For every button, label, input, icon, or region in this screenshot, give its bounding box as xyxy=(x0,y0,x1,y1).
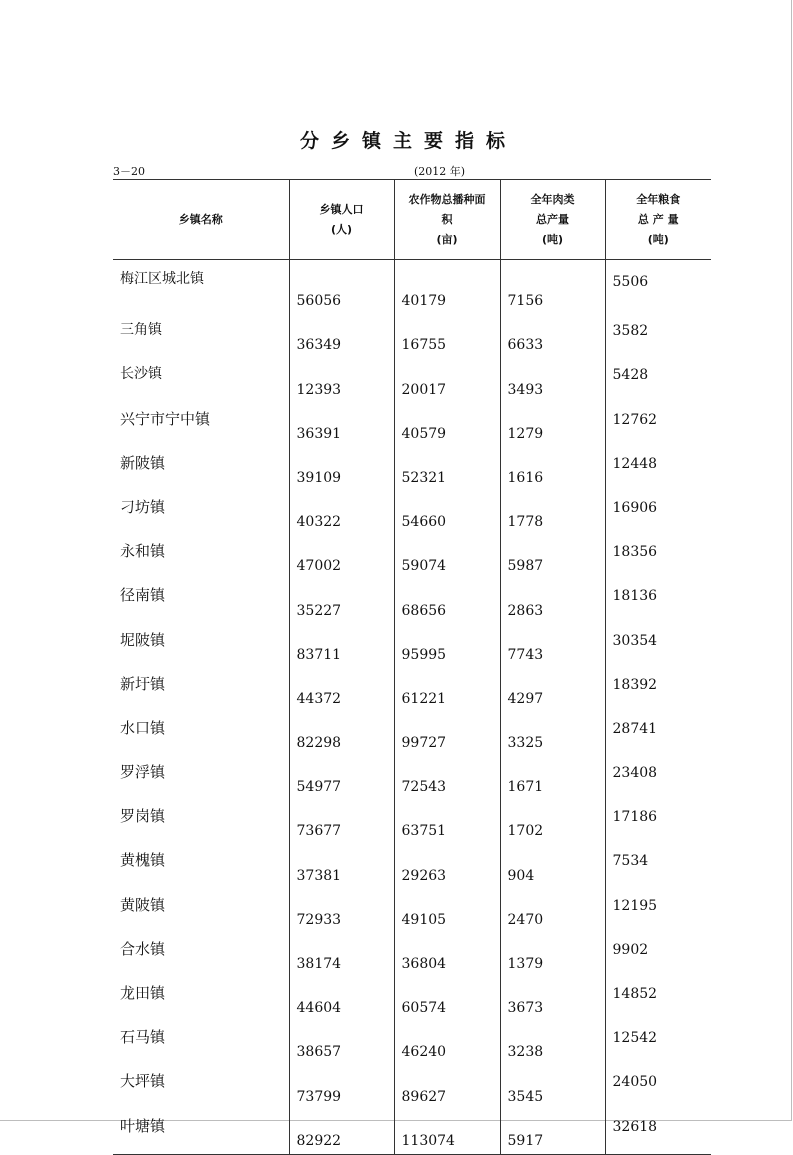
table-row xyxy=(113,535,711,579)
township-name-cell: 罗浮镇 xyxy=(120,763,166,782)
meat-output-cell: 3493 xyxy=(500,358,605,402)
meat-output-cell: 1379 xyxy=(500,933,605,977)
header-line: 总产量 xyxy=(536,212,569,226)
table-row xyxy=(113,756,711,800)
table-row xyxy=(113,1065,711,1109)
meat-output-cell: 7743 xyxy=(500,624,605,668)
population-cell: 36349 xyxy=(289,314,394,358)
meat-output-cell: 1616 xyxy=(500,447,605,491)
township-name-cell: 石马镇 xyxy=(120,1028,166,1047)
table-row xyxy=(113,314,711,358)
header-line: 乡镇名称 xyxy=(178,212,223,226)
header-line: 全年肉类 xyxy=(530,192,575,206)
meat-output-cell: 3325 xyxy=(500,712,605,756)
header-line: 积 xyxy=(441,212,453,226)
crop-area-cell: 40579 xyxy=(394,403,500,447)
crop-area-cell: 49105 xyxy=(394,889,500,933)
table-row xyxy=(113,800,711,844)
population-cell: 47002 xyxy=(289,535,394,579)
table-row xyxy=(113,1110,711,1155)
crop-area-cell: 68656 xyxy=(394,579,500,623)
grain-output-cell: 17186 xyxy=(605,800,711,844)
table-row xyxy=(113,447,711,491)
table-header-row xyxy=(113,180,711,260)
township-name-cell: 新圩镇 xyxy=(120,674,166,693)
meat-output-cell: 2470 xyxy=(500,889,605,933)
table-row xyxy=(113,1021,711,1065)
table-row xyxy=(113,403,711,447)
population-cell: 82922 xyxy=(289,1110,394,1155)
population-cell: 38174 xyxy=(289,933,394,977)
township-name-cell: 黄槐镇 xyxy=(120,851,166,870)
grain-output-cell: 12542 xyxy=(605,1021,711,1065)
population-cell: 73677 xyxy=(289,800,394,844)
crop-area-cell: 89627 xyxy=(394,1065,500,1109)
township-name-cell: 梅江区城北镇 xyxy=(120,271,204,287)
crop-area-cell: 52321 xyxy=(394,447,500,491)
table-body xyxy=(113,260,711,1155)
meat-output-cell: 1778 xyxy=(500,491,605,535)
township-name-cell: 大坪镇 xyxy=(120,1072,166,1091)
crop-area-cell: 20017 xyxy=(394,358,500,402)
table-year: (2012 年) xyxy=(414,165,466,178)
meat-output-cell: 6633 xyxy=(500,314,605,358)
grain-output-cell: 3582 xyxy=(605,314,711,358)
population-cell: 12393 xyxy=(289,358,394,402)
population-cell: 73799 xyxy=(289,1065,394,1109)
table-row xyxy=(113,889,711,933)
meat-output-cell: 904 xyxy=(500,844,605,888)
header-line: 全年粮食 xyxy=(636,192,681,206)
grain-output-cell: 18356 xyxy=(605,535,711,579)
grain-output-cell: 12448 xyxy=(605,447,711,491)
page-title: 分乡镇主要指标 xyxy=(299,130,517,152)
grain-output-cell: 18136 xyxy=(605,579,711,623)
meat-output-cell: 1671 xyxy=(500,756,605,800)
population-cell: 37381 xyxy=(289,844,394,888)
population-cell: 82298 xyxy=(289,712,394,756)
meat-output-cell: 3238 xyxy=(500,1021,605,1065)
table-row xyxy=(113,977,711,1021)
population-cell: 35227 xyxy=(289,579,394,623)
header-line: (亩) xyxy=(436,232,458,246)
township-indicators-table xyxy=(113,179,711,1155)
grain-output-cell: 9902 xyxy=(605,933,711,977)
crop-area-cell: 95995 xyxy=(394,624,500,668)
population-cell: 39109 xyxy=(289,447,394,491)
population-cell: 40322 xyxy=(289,491,394,535)
crop-area-cell: 36804 xyxy=(394,933,500,977)
table-row xyxy=(113,933,711,977)
grain-output-cell: 5428 xyxy=(605,358,711,402)
header-meat-output xyxy=(500,180,605,260)
header-grain-output xyxy=(605,180,711,260)
crop-area-cell: 16755 xyxy=(394,314,500,358)
crop-area-cell: 63751 xyxy=(394,800,500,844)
header-line: (吨) xyxy=(541,232,564,246)
township-name-cell: 刁坊镇 xyxy=(120,497,166,516)
grain-output-cell: 28741 xyxy=(605,712,711,756)
meat-output-cell: 5917 xyxy=(500,1110,605,1155)
grain-output-cell: 32618 xyxy=(605,1110,711,1155)
header-line: 总 产 量 xyxy=(637,212,679,226)
meat-output-cell: 1279 xyxy=(500,403,605,447)
meat-output-cell: 7156 xyxy=(500,260,605,315)
meat-output-cell: 3545 xyxy=(500,1065,605,1109)
header-line: 乡镇人口 xyxy=(319,202,364,216)
table-row xyxy=(113,579,711,623)
township-name-cell: 龙田镇 xyxy=(120,984,166,1002)
crop-area-cell: 59074 xyxy=(394,535,500,579)
header-line: (人) xyxy=(330,222,353,236)
population-cell: 44604 xyxy=(289,977,394,1021)
crop-area-cell: 46240 xyxy=(394,1021,500,1065)
crop-area-cell: 29263 xyxy=(394,844,500,888)
crop-area-cell: 60574 xyxy=(394,977,500,1021)
township-name-cell: 水口镇 xyxy=(120,718,166,737)
grain-output-cell: 24050 xyxy=(605,1065,711,1109)
population-cell: 44372 xyxy=(289,668,394,712)
table-row xyxy=(113,668,711,712)
meat-output-cell: 2863 xyxy=(500,579,605,623)
meat-output-cell: 1702 xyxy=(500,800,605,844)
township-name-cell: 永和镇 xyxy=(120,542,166,561)
table-row xyxy=(113,260,711,315)
grain-output-cell: 18392 xyxy=(605,668,711,712)
grain-output-cell: 23408 xyxy=(605,756,711,800)
header-population xyxy=(289,180,394,260)
township-name-cell: 合水镇 xyxy=(120,939,166,958)
table-code: 3－20 xyxy=(113,165,145,178)
population-cell: 36391 xyxy=(289,403,394,447)
header-township-name xyxy=(113,180,289,260)
grain-output-cell: 12195 xyxy=(605,889,711,933)
township-name-cell: 黄陂镇 xyxy=(120,895,166,914)
table-row xyxy=(113,624,711,668)
grain-output-cell: 30354 xyxy=(605,624,711,668)
population-cell: 83711 xyxy=(289,624,394,668)
township-name-cell: 叶塘镇 xyxy=(120,1116,166,1135)
township-name-cell: 坭陂镇 xyxy=(120,630,166,649)
crop-area-cell: 113074 xyxy=(394,1110,500,1155)
table-row xyxy=(113,712,711,756)
population-cell: 72933 xyxy=(289,889,394,933)
township-name-cell: 三角镇 xyxy=(120,322,162,339)
population-cell: 54977 xyxy=(289,756,394,800)
grain-output-cell: 5506 xyxy=(605,260,711,315)
meat-output-cell: 3673 xyxy=(500,977,605,1021)
meat-output-cell: 5987 xyxy=(500,535,605,579)
crop-area-cell: 54660 xyxy=(394,491,500,535)
township-name-cell: 罗岗镇 xyxy=(120,807,166,826)
township-name-cell: 新陂镇 xyxy=(120,453,166,472)
table-row xyxy=(113,491,711,535)
table-row xyxy=(113,844,711,888)
crop-area-cell: 61221 xyxy=(394,668,500,712)
header-line: 农作物总播种面 xyxy=(408,192,486,206)
township-name-cell: 长沙镇 xyxy=(120,366,162,383)
population-cell: 56056 xyxy=(289,260,394,315)
grain-output-cell: 7534 xyxy=(605,844,711,888)
crop-area-cell: 99727 xyxy=(394,712,500,756)
population-cell: 38657 xyxy=(289,1021,394,1065)
header-line: (吨) xyxy=(647,232,669,246)
crop-area-cell: 40179 xyxy=(394,260,500,315)
township-name-cell: 兴宁市宁中镇 xyxy=(120,409,211,428)
table-row xyxy=(113,358,711,402)
grain-output-cell: 16906 xyxy=(605,491,711,535)
grain-output-cell: 12762 xyxy=(605,403,711,447)
township-name-cell: 径南镇 xyxy=(120,586,166,605)
grain-output-cell: 14852 xyxy=(605,977,711,1021)
crop-area-cell: 72543 xyxy=(394,756,500,800)
header-crop-area xyxy=(394,180,500,260)
meat-output-cell: 4297 xyxy=(500,668,605,712)
